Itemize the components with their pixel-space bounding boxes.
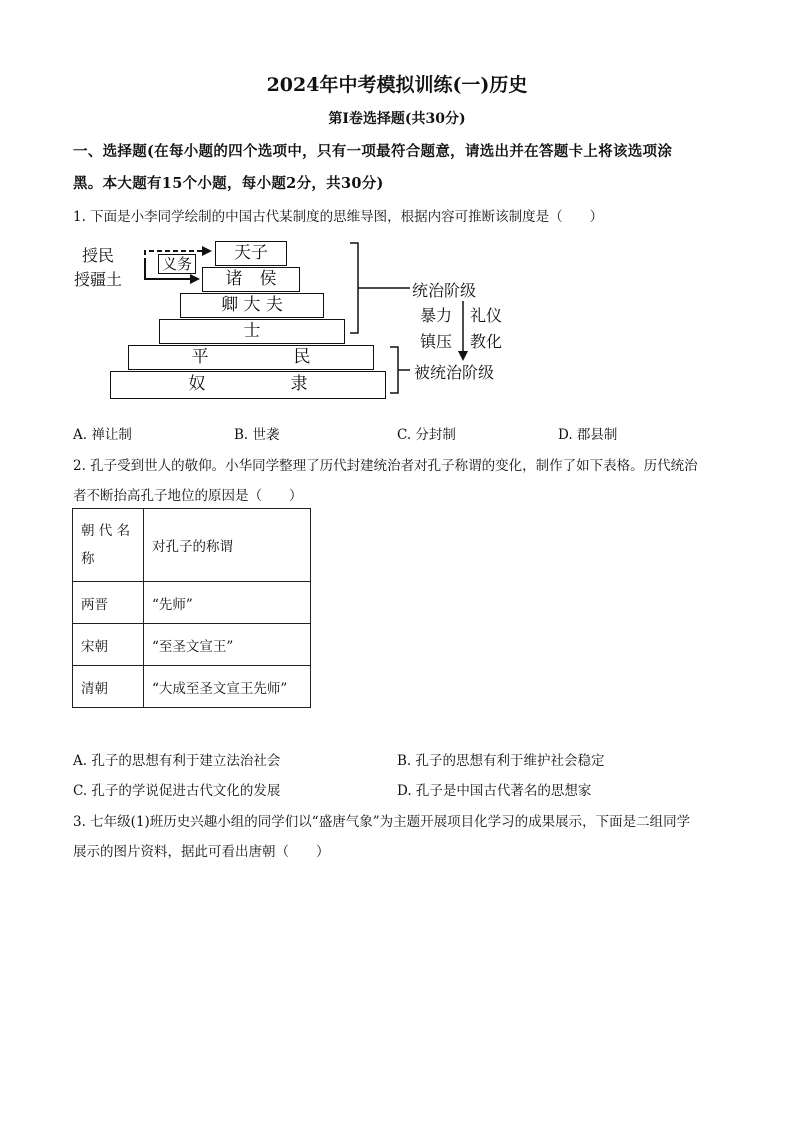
level-commoners: 平 民 <box>128 345 374 370</box>
page-title: 2024年中考模拟训练(一)历史 <box>266 74 528 96</box>
dynasty-cell: 宋朝 <box>73 624 144 666</box>
question-1-stem: 1. 下面是小李同学绘制的中国古代某制度的思维导图，根据内容可推断该制度是（ ） <box>73 209 604 225</box>
table-header-row <box>73 509 311 582</box>
header-title-cell: 对孔子的称谓 <box>144 509 311 582</box>
ritual-label: 礼仪 <box>470 306 503 325</box>
ruling-class-label: 统治阶级 <box>412 281 477 300</box>
question-2-stem-line1: 2. 孔子受到世人的敬仰。小华同学整理了历代封建统治者对孔子称谓的变化，制作了如下表格。历代统治 <box>73 458 698 474</box>
title-cell: “至圣文宣王” <box>144 624 311 666</box>
dynasty-cell: 两晋 <box>73 582 144 624</box>
q2-option-d[interactable]: D. 孔子是中国古代著名的思想家 <box>397 783 592 799</box>
dynasty-cell: 清朝 <box>73 666 144 708</box>
suppression-label: 镇压 <box>420 332 453 351</box>
q1-option-d[interactable]: D. 郡县制 <box>558 427 618 443</box>
title-cell: “先师” <box>144 582 311 624</box>
level-emperor: 天子 <box>215 241 287 266</box>
grant-arrowhead <box>190 274 200 284</box>
q1-option-b[interactable]: B. 世袭 <box>234 427 280 443</box>
section-subtitle: 第Ⅰ卷选择题(共30分) <box>328 111 466 127</box>
grant-people-label: 授民 <box>82 246 115 265</box>
ruling-brace <box>350 243 358 333</box>
header-dynasty-line1: 朝 代 名 <box>81 523 131 539</box>
education-label: 教化 <box>470 332 503 351</box>
q2-option-a[interactable]: A. 孔子的思想有利于建立法治社会 <box>73 753 281 769</box>
q2-option-b[interactable]: B. 孔子的思想有利于维护社会稳定 <box>397 753 605 769</box>
table-row <box>73 582 311 624</box>
grant-land-label: 授疆土 <box>74 270 123 289</box>
section-instruction-line2: 黑。本大题有15个小题，每小题2分，共30分) <box>73 175 384 192</box>
q2-option-c[interactable]: C. 孔子的学说促进古代文化的发展 <box>73 783 281 799</box>
question-2-stem-line2: 者不断抬高孔子地位的原因是（ ） <box>73 488 303 504</box>
level-ministers: 卿 大 夫 <box>180 293 324 318</box>
level-slaves: 奴 隶 <box>110 371 386 399</box>
level-vassals: 诸 侯 <box>202 267 300 292</box>
question-3-stem-line1: 3. 七年级(1)班历史兴趣小组的同学们以“盛唐气象”为主题开展项目化学习的成果展示，下面是二组同学 <box>73 814 691 830</box>
question-3-stem-line2: 展示的图片资料，据此可看出唐朝（ ） <box>73 844 330 860</box>
header-dynasty-line2: 称 <box>81 551 95 567</box>
header-dynasty-cell <box>73 509 144 582</box>
duty-label: 义务 <box>158 254 196 274</box>
q1-option-a[interactable]: A. 禅让制 <box>73 427 132 443</box>
level-scholars: 士 <box>159 319 345 344</box>
table-row <box>73 666 311 708</box>
table-row <box>73 624 311 666</box>
ruled-brace <box>390 347 398 393</box>
q1-option-c[interactable]: C. 分封制 <box>397 427 456 443</box>
ruled-class-label: 被统治阶级 <box>414 363 495 382</box>
duty-arrowhead <box>202 246 212 256</box>
title-cell: “大成至圣文宣王先师” <box>144 666 311 708</box>
feudal-hierarchy-diagram <box>70 235 530 405</box>
section-instruction-line1: 一、选择题(在每小题的四个选项中，只有一项最符合题意，请选出并在答题卡上将该选项涂 <box>73 143 673 160</box>
violence-label: 暴力 <box>420 306 453 325</box>
confucius-title-table <box>72 508 311 708</box>
